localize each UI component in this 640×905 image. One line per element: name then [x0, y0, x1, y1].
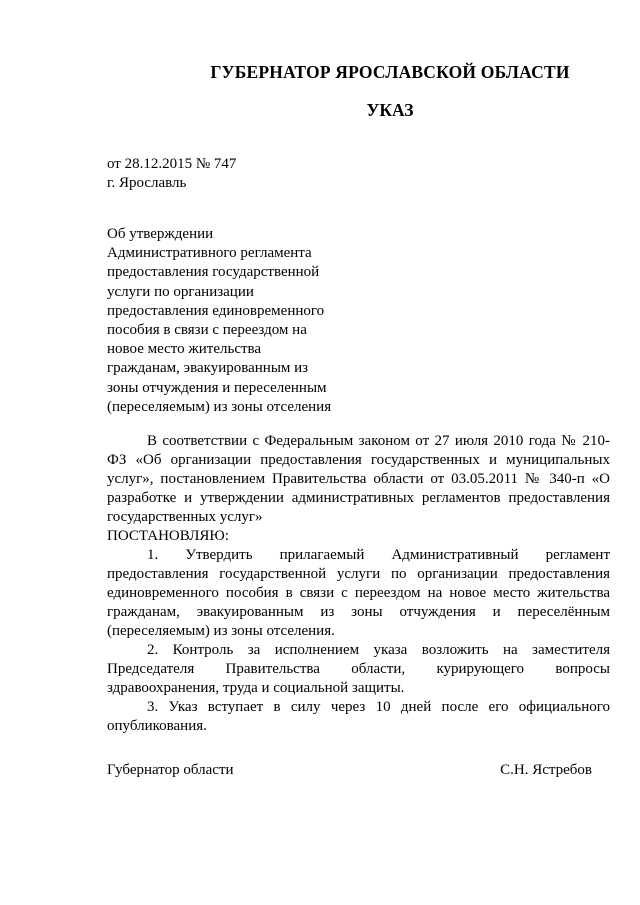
subject-line: гражданам, эвакуированным из — [107, 360, 309, 377]
issuer-title: ГУБЕРНАТОР ЯРОСЛАВСКОЙ ОБЛАСТИ — [210, 62, 570, 82]
subject-line: предоставления государственной — [107, 264, 320, 281]
subject-line: зоны отчуждения и переселенным — [107, 379, 327, 396]
subject-line: Об утверждении — [107, 226, 214, 242]
subject-line: новое место жительства — [107, 341, 262, 358]
date-number: от 28.12.2015 № 747 — [107, 156, 237, 172]
subject-line: пособия в связи с переездом на — [107, 322, 307, 339]
decree-item-2: 2. Контроль за исполнением указа возложить на заместителя Председателя Правительства области, курирующего вопросы здравоохранения, труда и социальной защиты. — [107, 642, 610, 696]
decree-item-3: 3. Указ вступает в силу через 10 дней после его официального опубликования. — [107, 699, 610, 734]
decree-item-1: 1. Утвердить прилагаемый Административный регламент предоставления государственной услуги по организации предоставления единовременного пособия в связи с переездом на новое место жительства гражданам, эвакуированным из зоны отчуждения и переселённым (переселяемым) из зоны отселения. — [107, 547, 610, 639]
document-meta — [107, 155, 236, 193]
document-body — [107, 432, 610, 736]
subject-line: (переселяемым) из зоны отселения — [107, 398, 332, 415]
document-type: УКАЗ — [366, 100, 414, 120]
signatory-name: С.Н. Ястребов — [500, 762, 592, 778]
preamble-paragraph: В соответствии с Федеральным законом от 27 июля 2010 года № 210-ФЗ «Об организации предоставления государственных и муниципальных услуг», постановлением Правительства области от 03.05.2011 № 340-п «О разработке и утверждении административных регламентов предоставления государственных услуг» — [107, 433, 610, 525]
subject-line: Административного регламента — [107, 245, 312, 262]
document-subject — [107, 225, 347, 417]
signatory-position: Губернатор области — [107, 762, 234, 778]
decree-word: ПОСТАНОВЛЯЮ: — [107, 528, 229, 544]
subject-line: услуги по организации — [107, 283, 254, 300]
city: г. Ярославль — [107, 175, 187, 191]
subject-line: предоставления единовременного — [107, 302, 325, 319]
